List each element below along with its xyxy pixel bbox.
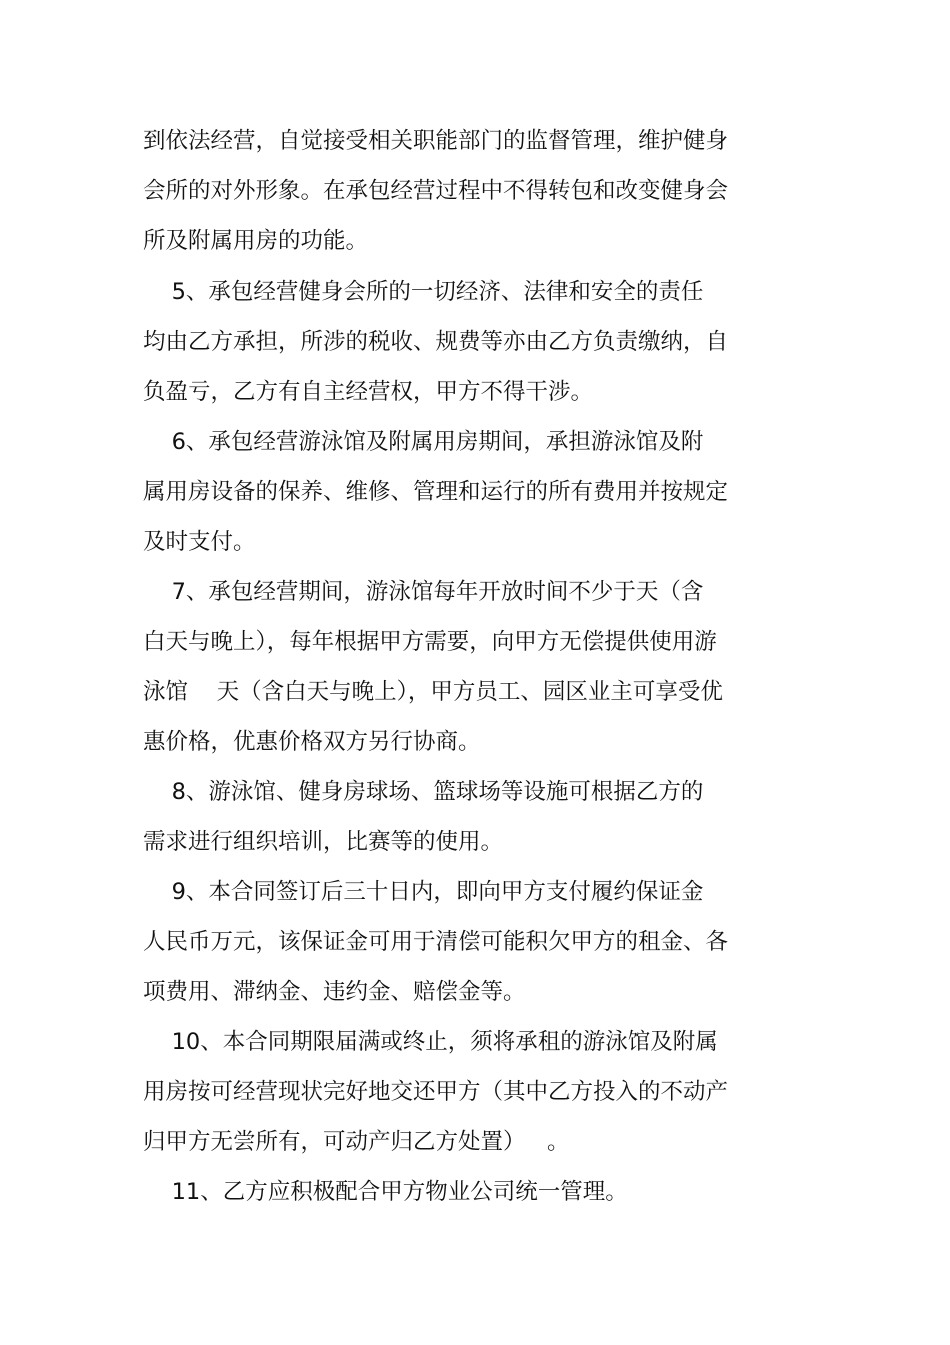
text-line: 需求进行组织培训，比赛等的使用。 <box>143 829 504 855</box>
text-line: 归甲方无尝所有，可动产归乙方处置） 。 <box>143 1129 570 1155</box>
text-line: 10、本合同期限届满或终止，须将承租的游泳馆及附属 <box>143 1029 718 1055</box>
text-line: 均由乙方承担，所涉的税收、规费等亦由乙方负责缴纳，自 <box>143 329 729 355</box>
text-line: 负盈亏，乙方有自主经营权，甲方不得干涉。 <box>143 379 594 405</box>
text-line: 项费用、滞纳金、违约金、赔偿金等。 <box>143 979 526 1005</box>
text-line: 属用房设备的保养、维修、管理和运行的所有费用并按规定 <box>143 479 729 505</box>
text-line: 惠价格，优惠价格双方另行协商。 <box>143 729 481 755</box>
text-line: 用房按可经营现状完好地交还甲方（其中乙方投入的不动产 <box>143 1079 729 1105</box>
text-line: 所及附属用房的功能。 <box>143 228 369 254</box>
text-line: 7、承包经营期间，游泳馆每年开放时间不少于天（含 <box>143 579 704 605</box>
text-line: 会所的对外形象。在承包经营过程中不得转包和改变健身会 <box>143 178 729 204</box>
text-line: 9、本合同签订后三十日内，即向甲方支付履约保证金 <box>143 879 704 905</box>
text-line: 到依法经营，自觉接受相关职能部门的监督管理，维护健身 <box>143 128 729 154</box>
text-line: 人民币万元，该保证金可用于清偿可能积欠甲方的租金、各 <box>143 929 729 955</box>
text-line: 泳馆 天（含白天与晚上），甲方员工、园区业主可享受优 <box>143 679 723 705</box>
text-line: 5、承包经营健身会所的一切经济、法律和安全的责任 <box>143 279 704 305</box>
text-line: 及时支付。 <box>143 529 256 555</box>
text-line: 11、乙方应积极配合甲方物业公司统一管理。 <box>143 1179 628 1205</box>
text-line: 白天与晚上），每年根据甲方需要，向甲方无偿提供使用游 <box>143 629 717 655</box>
text-line: 6、承包经营游泳馆及附属用房期间，承担游泳馆及附 <box>143 429 704 455</box>
text-line: 8、游泳馆、健身房球场、篮球场等设施可根据乙方的 <box>143 779 704 805</box>
